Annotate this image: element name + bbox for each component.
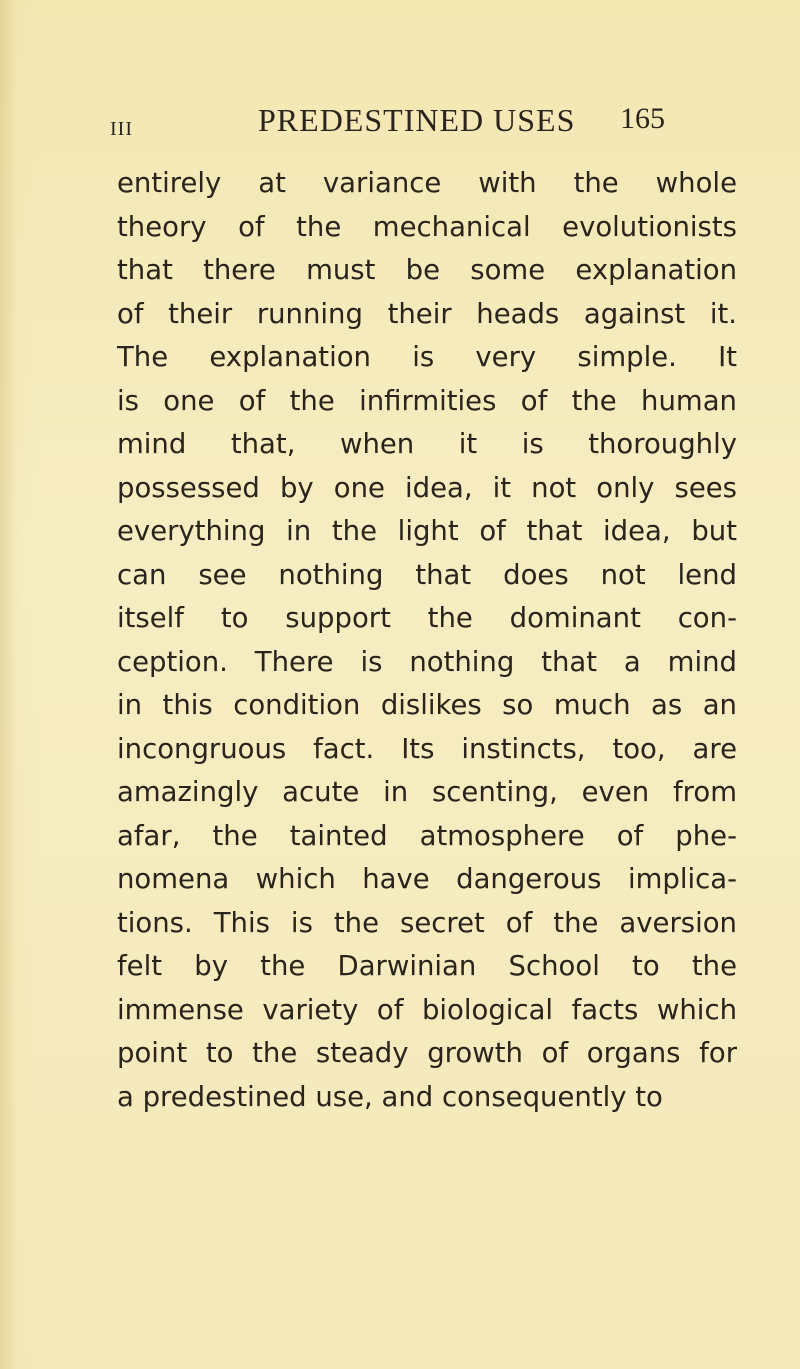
text-line: possessed by one idea, it not only sees bbox=[117, 471, 737, 504]
text-line: immense variety of biological facts which bbox=[117, 993, 737, 1026]
text-line: mind that, when it is thoroughly bbox=[117, 428, 737, 460]
text-line: theory of the mechanical evolutionists bbox=[117, 210, 737, 243]
text-line: everything in the light of that idea, but bbox=[117, 515, 737, 547]
text-line: ception. There is nothing that a mind bbox=[117, 645, 737, 678]
text-line: a predestined use, and consequently to bbox=[117, 1080, 663, 1113]
text-line: is one of the infirmities of the human bbox=[117, 384, 737, 417]
running-header bbox=[0, 100, 800, 150]
text-line: can see nothing that does not lend bbox=[117, 558, 737, 591]
body-text bbox=[117, 162, 737, 1119]
chapter-number: III bbox=[110, 118, 133, 140]
text-line: felt by the Darwinian School to the bbox=[117, 950, 737, 982]
text-line: entirely at variance with the whole bbox=[117, 167, 737, 199]
text-line: nomena which have dangerous implica- bbox=[117, 863, 737, 895]
text-line: in this condition dislikes so much as an bbox=[117, 689, 737, 721]
text-line: tions. This is the secret of the aversion bbox=[117, 906, 737, 939]
text-line: The explanation is very simple. It bbox=[117, 341, 737, 373]
text-line: afar, the tainted atmosphere of phe- bbox=[117, 819, 737, 852]
running-title: PREDESTINED USES bbox=[258, 102, 576, 138]
text-line: of their running their heads against it. bbox=[117, 297, 737, 330]
text-line: point to the steady growth of organs for bbox=[117, 1037, 737, 1069]
text-line: incongruous fact. Its instincts, too, are bbox=[117, 732, 737, 765]
text-line: that there must be some explanation bbox=[117, 254, 737, 286]
text-line: itself to support the dominant con- bbox=[117, 602, 737, 634]
text-line: amazingly acute in scenting, even from bbox=[117, 776, 737, 808]
page-number: 165 bbox=[620, 102, 665, 135]
